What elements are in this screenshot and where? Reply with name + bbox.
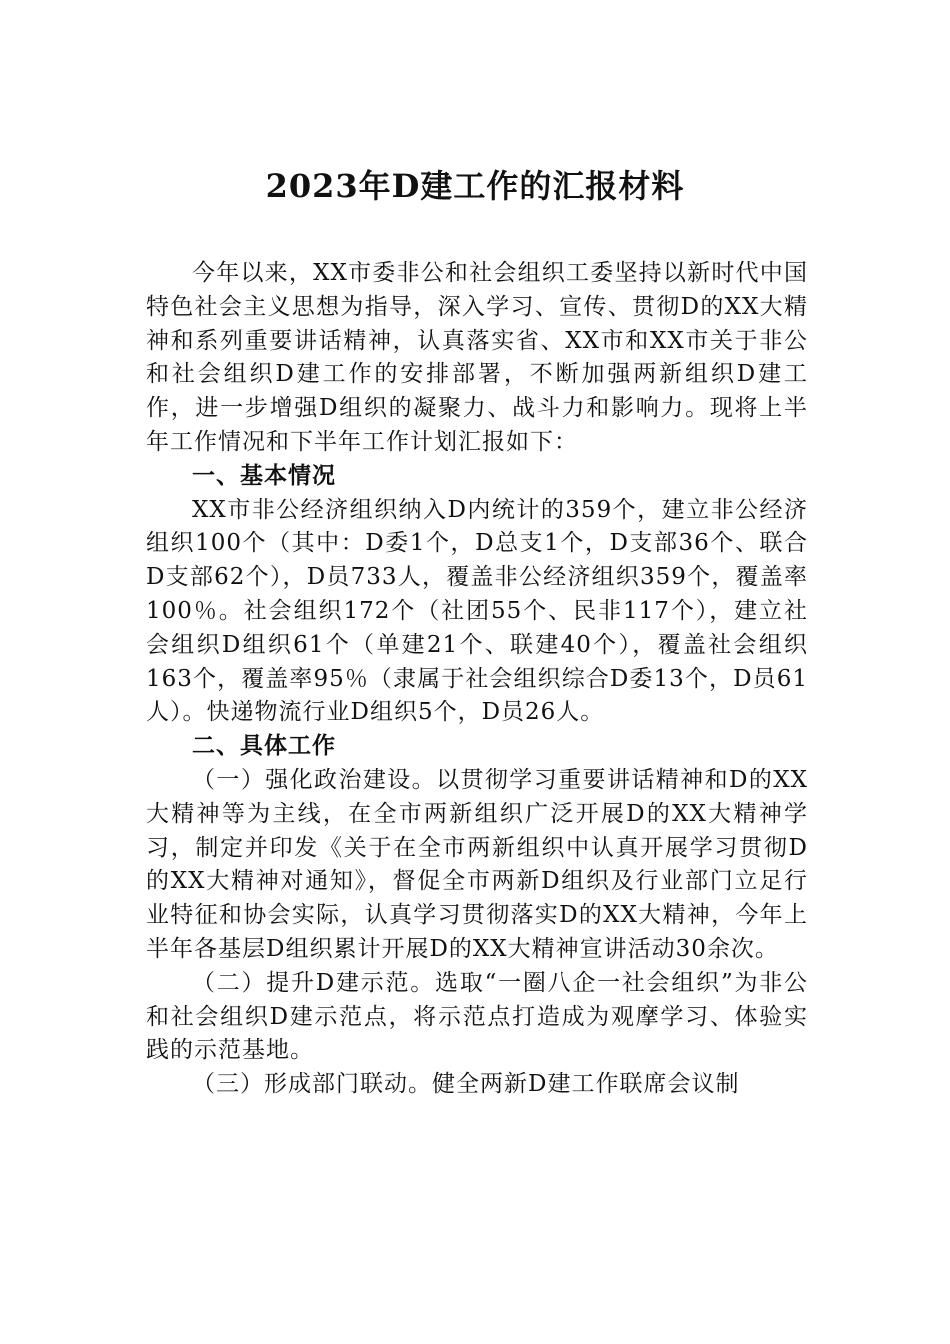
section-heading-work: 二、具体工作 [192, 733, 336, 760]
work-paragraph-political: （一）强化政治建设。以贯彻学习重要讲话精神和D的XX大精神等为主线，在全市两新组织广泛开展D的XX大精神学习，制定并印发《关于在全市两新组织中认真开展学习贯彻D的XX大精神对通知》，督促全市两新D组织及行业部门立足行业特征和协会实际，认真学习贯彻落实D的XX大精神，今年上半年各基层D组织累计开展D的XX大精神宣讲活动30余次。 [146, 766, 808, 962]
work-paragraph-linkage: （三）形成部门联动。健全两新D建工作联席会议制 [192, 1071, 740, 1098]
work-paragraph-demonstration: （二）提升D建示范。选取“一圈八企一社会组织”为非公和社会组织D建示范点，将示范点打造成为观摩学习、体验实践的示范基地。 [146, 969, 808, 1064]
section-heading-basic: 一、基本情况 [192, 462, 336, 489]
intro-paragraph: 今年以来，XX市委非公和社会组织工委坚持以新时代中国特色社会主义思想为指导，深入学习、宣传、贯彻D的XX大精神和系列重要讲话精神，认真落实省、XX市和XX市关于非公和社会组织D建工作的安排部署，不断加强两新组织D建工作，进一步增强D组织的凝聚力、战斗力和影响力。现将上半年工作情况和下半年工作计划汇报如下： [146, 260, 808, 455]
document-title: 2023年D建工作的汇报材料 [265, 167, 685, 205]
document-body [146, 257, 808, 1102]
basic-situation-paragraph: XX市非公经济组织纳入D内统计的359个，建立非公经济组织100个（其中：D委1个，D总支1个，D支部36个、联合D支部62个），D员733人，覆盖非公经济组织359个，覆盖率100％。社会组织172个（社团55个、民非117个），建立社会组织D组织61个（单建21个、联建40个），覆盖社会组织163个，覆盖率95％（隶属于社会组织综合D委13个，D员61人）。快递物流行业D组织5个，D员26人。 [146, 496, 808, 726]
